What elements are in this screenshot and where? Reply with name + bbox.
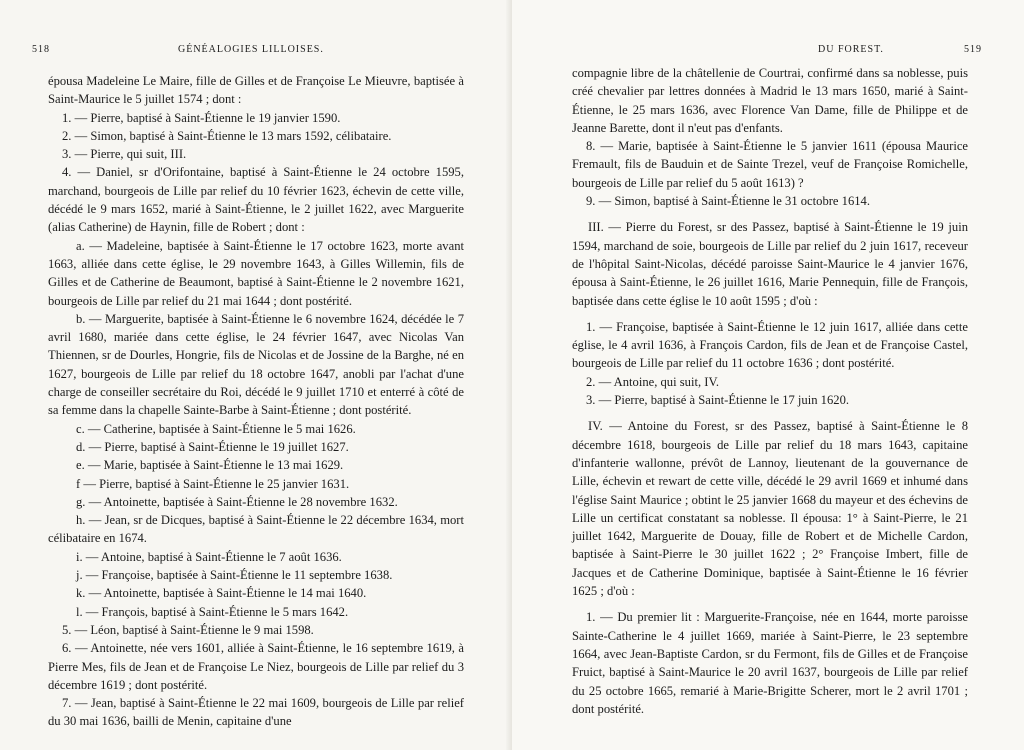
list-item: 1. — Pierre, baptisé à Saint-Étienne le 19 janvier 1590. xyxy=(62,110,341,125)
list-item: 6. — Antoinette, née vers 1601, alliée à Saint-Étienne, le 16 septembre 1619, à Pierre Mes, fils de Jean et de Françoise Le Niez, bourgeois de Lille par relief du 3 décembre 1619 ; dont postérité. xyxy=(48,641,464,692)
list-item: a. — Madeleine, baptisée à Saint-Étienne le 17 octobre 1623, morte avant 1663, alliée dans cette église, le 29 novembre 1643, à Gilles Willemin, fils de Gilles et de Catherine de Beaumont, baptisé à Saint-Étienne le 2 novembre 1621, bourgeois de Lille par relief du 21 mai 1644 ; dont postérité. xyxy=(48,238,464,308)
spacer xyxy=(572,310,968,318)
list-item: j. — Françoise, baptisée à Saint-Étienne le 11 septembre 1638. xyxy=(76,568,393,583)
running-head: GÉNÉALOGIES LILLOISES. xyxy=(178,44,324,55)
list-item: 8. — Marie, baptisée à Saint-Étienne le 5 janvier 1611 (épousa Maurice Fremault, fils de Bauduin et de Sainte Trezel, veuf de Françoise Romichelle, bourgeois de Lille par relief du 5 août 1613) ? xyxy=(572,139,968,190)
list-item: k. — Antoinette, baptisée à Saint-Étienne le 14 mai 1640. xyxy=(76,586,367,601)
list-item: 5. — Léon, baptisé à Saint-Étienne le 9 mai 1598. xyxy=(62,622,314,637)
generation-heading-paragraph: III. — Pierre du Forest, sr des Passez, baptisé à Saint-Étienne le 19 juin 1594, marchand de soie, bourgeois de Lille par relief du 2 juin 1617, receveur de l'hôpital Saint-Nicolas, décédé paroisse Saint-Maurice le 4 janvier 1676, épousa à Saint-Étienne, le 26 juillet 1616, Marie Pennequin, fille de François, baptisée dans cette église le 10 août 1595 ; d'où : xyxy=(572,220,968,308)
list-item: f — Pierre, baptisé à Saint-Étienne le 25 janvier 1631. xyxy=(76,476,350,491)
list-item: h. — Jean, sr de Dicques, baptisé à Saint-Étienne le 22 décembre 1634, mort célibataire en 1674. xyxy=(48,513,464,546)
list-item: 7. — Jean, baptisé à Saint-Étienne le 22 mai 1609, bourgeois de Lille par relief du 30 mai 1636, bailli de Menin, capitaine d'une xyxy=(48,696,464,729)
list-item: c. — Catherine, baptisée à Saint-Étienne le 5 mai 1626. xyxy=(76,421,356,436)
paragraph: compagnie libre de la châtellenie de Courtrai, confirmé dans sa noblesse, puis créé chevalier par lettres données à Madrid le 13 mars 1650, marié à Saint-Étienne, le 25 mars 1636, avec Florence Van Dame, fille de Philippe et de Jeanne Barette, dont il n'eut pas d'enfants. xyxy=(572,66,968,135)
list-item: 2. — Simon, baptisé à Saint-Étienne le 13 mars 1592, célibataire. xyxy=(62,128,392,143)
list-item: e. — Marie, baptisée à Saint-Étienne le 13 mai 1629. xyxy=(76,458,344,473)
paragraph: épousa Madeleine Le Maire, fille de Gilles et de Françoise Le Mieuvre, baptisée à Saint-Maurice le 5 juillet 1574 ; dont : xyxy=(48,74,464,107)
page-number: 519 xyxy=(964,44,982,55)
running-head: DU FOREST. xyxy=(818,44,884,55)
page-number: 518 xyxy=(32,44,50,55)
list-item: g. — Antoinette, baptisée à Saint-Étienne le 28 novembre 1632. xyxy=(76,494,398,509)
generation-heading-paragraph: IV. — Antoine du Forest, sr des Passez, baptisé à Saint-Étienne le 8 décembre 1618, bourgeois de Lille par relief du 18 mars 1643, capitaine d'infanterie wallonne, prévôt de Lannoy, lieutenant de la gouvernance de Lille, échevin et rewart de cette ville, décédé le 29 avril 1669 et inhumé dans l'église Saint Maurice ; obtint le 25 janvier 1668 du mayeur et des échevins de Lille un certificat constatant sa noblesse. Il épousa: 1° à Saint-Pierre, le 21 juillet 1642, Marguerite de Douay, fille de Robert et de Michelle Cardon, baptisée à Saint-Pierre le 30 juillet 1622 ; 2° Françoise Imbert, fille de Jacques et de Catherine Dominique, baptisée à Saint-Étienne le 16 février 1625 ; d'où : xyxy=(572,419,968,599)
list-item: 4. — Daniel, sr d'Orifontaine, baptisé à Saint-Étienne le 24 octobre 1595, marchand, bourgeois de Lille par relief du 10 février 1623, échevin de cette ville, décédé le 9 mars 1652, marié à Saint-Étienne, le 2 juillet 1622, avec Marguerite (alias Catherine) de Haynin, fille de Robert ; dont : xyxy=(48,165,464,235)
list-item: b. — Marguerite, baptisée à Saint-Étienne le 6 novembre 1624, décédée le 7 avril 1680, mariée dans cette église, le 24 février 1647, avec Nicolas Van Thiennen, sr de Dourles, Hongrie, fils de Nicolas et de Jossine de la Barghe, né en 1627, bourgeois de Lille par relief du 18 octobre 1647, anobli par l'achat d'une charge de conseiller secrétaire du Roi, décédé le 9 juillet 1710 et enterré à côté de sa femme dans la chapelle Sainte-Barbe à Saint-Étienne ; dont postérité. xyxy=(48,311,464,418)
list-item: 2. — Antoine, qui suit, IV. xyxy=(586,374,720,389)
list-item: 9. — Simon, baptisé à Saint-Étienne le 31 octobre 1614. xyxy=(586,194,871,209)
spacer xyxy=(572,600,968,608)
list-item: i. — Antoine, baptisé à Saint-Étienne le 7 août 1636. xyxy=(76,549,342,564)
list-item: d. — Pierre, baptisé à Saint-Étienne le 19 juillet 1627. xyxy=(76,439,349,454)
list-item: l. — François, baptisé à Saint-Étienne le 5 mars 1642. xyxy=(76,604,349,619)
list-item: 1. — Du premier lit : Marguerite-Françoise, née en 1644, morte paroisse Sainte-Catherine le 4 juillet 1669, mariée à Saint-Pierre, le 23 septembre 1664, avec Jean-Baptiste Cardon, sr du Fermont, fils de Gilles et de Françoise Fruict, baptisé à Saint-Maurice le 20 avril 1637, bourgeois de Lille par relief du 25 octobre 1665, remarié à Marie-Brigitte Scherer, mort le 2 avril 1701 ; dont postérité. xyxy=(572,610,968,716)
list-item: 1. — Françoise, baptisée à Saint-Étienne le 12 juin 1617, alliée dans cette église, le 4 avril 1636, à François Cardon, fils de Jean et de Françoise Castel, bourgeois de Lille par relief du 11 octobre 1636 ; dont postérité. xyxy=(572,319,968,371)
page-body xyxy=(572,64,968,718)
right-page xyxy=(512,0,1024,750)
list-item: 3. — Pierre, qui suit, III. xyxy=(62,147,187,162)
page-body xyxy=(48,72,464,731)
list-item: 3. — Pierre, baptisé à Saint-Étienne le 17 juin 1620. xyxy=(586,393,850,408)
